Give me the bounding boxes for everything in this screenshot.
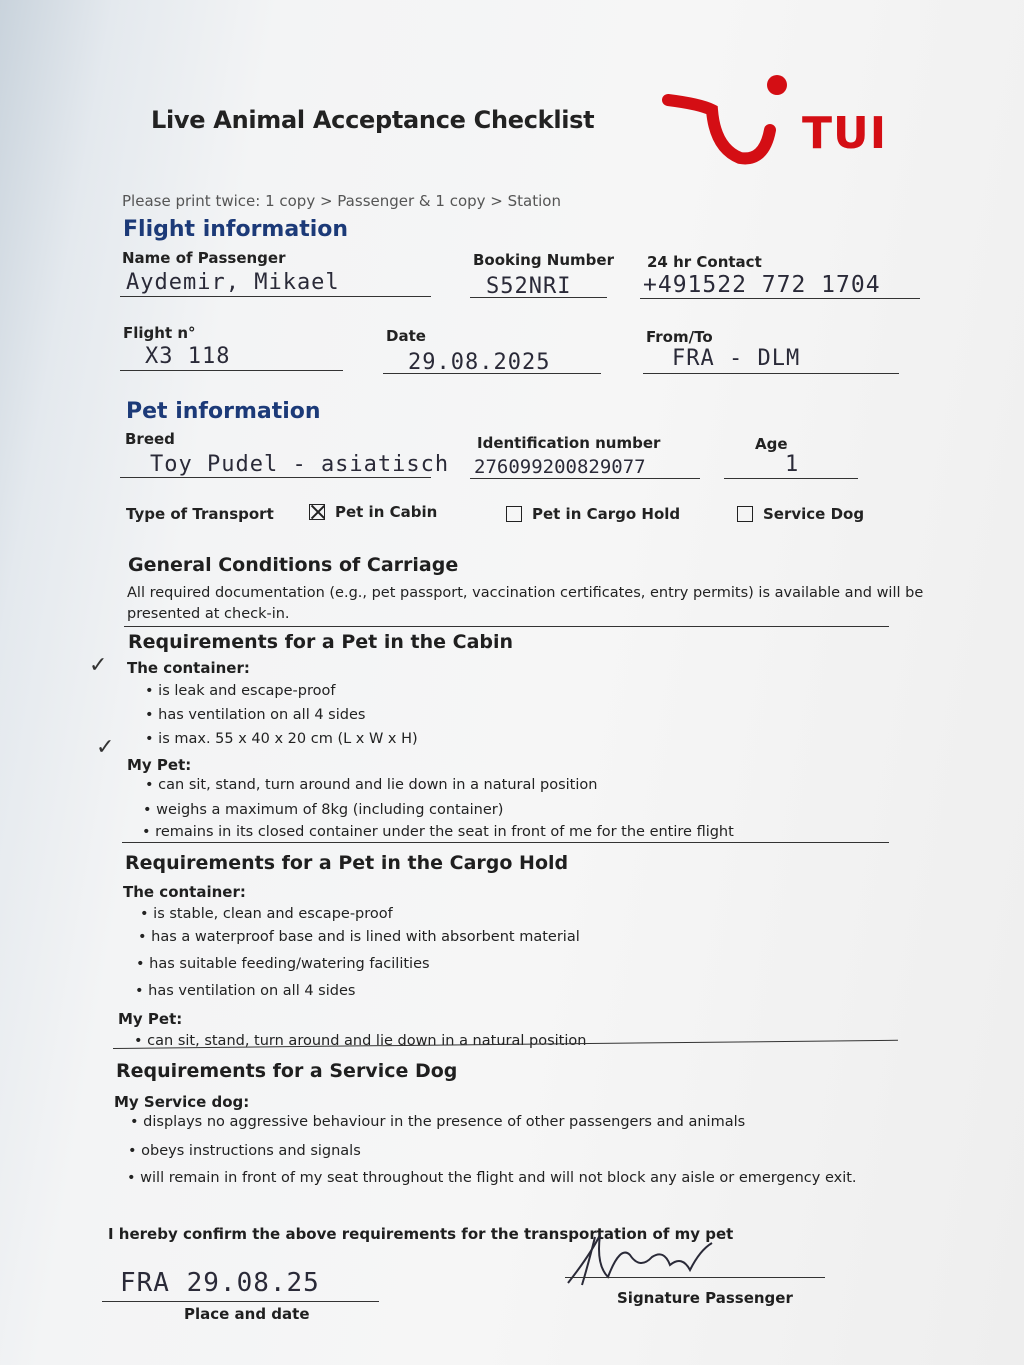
list-item: • can sit, stand, turn around and lie down in a natural position [145,777,597,793]
cabin-container-label: The container: [127,659,250,677]
flight-number-value[interactable]: X3 118 [145,344,231,369]
checkmark-icon: ✓ [89,653,108,678]
signature-line [565,1277,825,1278]
age-line [724,478,858,479]
list-item: • has ventilation on all 4 sides [145,707,365,723]
flight-number-label: Flight n° [123,324,196,342]
option-pet-in-cargo-hold[interactable] [506,505,680,523]
age-label: Age [755,435,788,453]
pet-in-cabin-checkbox[interactable] [309,504,325,520]
list-item: • has suitable feeding/watering facilities [136,956,430,972]
signature-image[interactable] [560,1225,730,1295]
confirmation-statement: I hereby confirm the above requirements for the transportation of my pet [108,1225,734,1243]
service-dog-label: My Service dog: [114,1093,250,1111]
list-item: • has ventilation on all 4 sides [135,983,355,999]
tui-logo [660,70,900,180]
identification-value[interactable]: 276099200829077 [474,456,646,478]
passenger-name-value[interactable]: Aydemir, Mikael [126,270,340,295]
cargo-requirements-heading: Requirements for a Pet in the Cargo Hold [125,852,569,874]
breed-line [120,477,431,478]
place-date-line [102,1301,379,1302]
booking-number-value[interactable]: S52NRI [486,274,572,299]
list-item: • displays no aggressive behaviour in the presence of other passengers and animals [130,1114,745,1130]
age-value[interactable]: 1 [785,452,800,477]
breed-value[interactable]: Toy Pudel - asiatisch [150,452,450,477]
contact-value[interactable]: +491522 772 1704 [643,272,881,298]
pet-in-cargo-hold-checkbox[interactable] [506,506,522,522]
cargo-pet-label: My Pet: [118,1010,183,1028]
list-item: • is leak and escape-proof [145,683,335,699]
signature-label: Signature Passenger [617,1289,793,1307]
breed-label: Breed [125,430,175,448]
date-value[interactable]: 29.08.2025 [408,350,551,375]
divider [124,626,889,627]
place-date-label: Place and date [184,1305,310,1323]
flight-info-heading: Flight information [123,217,349,242]
general-conditions-heading: General Conditions of Carriage [128,554,459,576]
booking-number-line [470,297,607,298]
contact-line [640,298,920,299]
service-dog-checkbox[interactable] [737,506,753,522]
general-conditions-text-1: All required documentation (e.g., pet passport, vaccination certificates, entry permits) is available and will be [127,585,924,601]
pet-in-cargo-hold-label: Pet in Cargo Hold [532,505,681,523]
passenger-name-line [120,296,431,297]
divider [122,842,889,843]
route-label: From/To [646,328,713,346]
cabin-requirements-heading: Requirements for a Pet in the Cabin [128,631,514,653]
list-item: • is max. 55 x 40 x 20 cm (L x W x H) [145,731,418,747]
list-item: • weighs a maximum of 8kg (including container) [143,802,503,818]
transport-type-label: Type of Transport [126,505,274,523]
general-conditions-text-2: presented at check-in. [127,606,290,622]
checkmark-icon: ✓ [96,735,115,760]
list-item: • remains in its closed container under the seat in front of me for the entire flight [142,824,734,840]
print-note: Please print twice: 1 copy > Passenger & 1 copy > Station [122,192,561,210]
list-item: • can sit, stand, turn around and lie down in a natural position [134,1033,586,1049]
pet-info-heading: Pet information [126,399,321,424]
place-date-value[interactable]: FRA 29.08.25 [120,1268,320,1298]
route-value[interactable]: FRA - DLM [672,346,801,371]
flight-number-line [120,370,343,371]
list-item: • has a waterproof base and is lined with absorbent material [138,929,580,945]
contact-label: 24 hr Contact [647,253,762,271]
date-line [383,373,601,374]
pet-in-cabin-label: Pet in Cabin [335,503,438,521]
service-dog-heading: Requirements for a Service Dog [116,1060,458,1082]
list-item: • will remain in front of my seat throughout the flight and will not block any aisle or emergency exit. [127,1170,857,1186]
tui-logo-text: TUI [802,108,888,159]
list-item: • is stable, clean and escape-proof [140,906,393,922]
passenger-name-label: Name of Passenger [122,249,286,267]
identification-label: Identification number [477,434,661,452]
service-dog-label: Service Dog [763,505,865,523]
route-line [643,373,899,374]
list-item: • obeys instructions and signals [128,1143,361,1159]
document-title: Live Animal Acceptance Checklist [151,106,595,134]
cargo-container-label: The container: [123,883,246,901]
option-service-dog[interactable] [737,505,864,523]
cabin-pet-label: My Pet: [127,756,192,774]
date-label: Date [386,327,426,345]
option-pet-in-cabin[interactable] [309,503,437,521]
identification-line [470,478,700,479]
booking-number-label: Booking Number [473,251,614,269]
